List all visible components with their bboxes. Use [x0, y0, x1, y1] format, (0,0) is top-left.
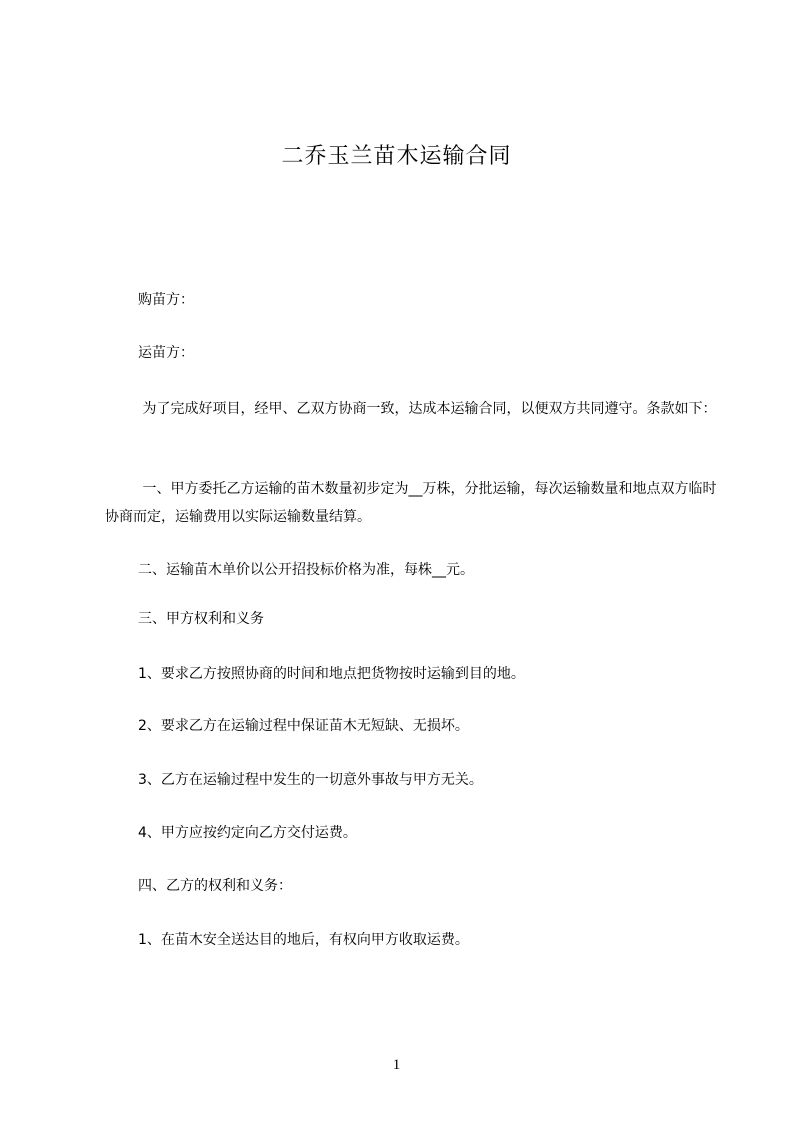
paragraph-text: 三、甲方权利和义务 — [138, 611, 264, 627]
paragraph-text: 1、要求乙方按照协商的时间和地点把货物按时运输到目的地。 — [138, 666, 525, 682]
paragraph-buyer — [105, 286, 725, 314]
paragraph-clause-3-item-1 — [105, 660, 725, 688]
paragraph-clause-4-item-1 — [105, 926, 725, 954]
paragraph-text: 1、在苗木安全送达目的地后，有权向甲方收取运费。 — [138, 932, 469, 948]
paragraph-preamble — [105, 395, 725, 423]
paragraph-text: 运苗方： — [138, 345, 194, 361]
paragraph-text: 四、乙方的权利和义务： — [138, 878, 292, 894]
page-number: 1 — [392, 1057, 401, 1073]
paragraph-carrier — [105, 339, 725, 367]
paragraph-clause-3-item-4 — [105, 819, 725, 847]
paragraph-text: 2、要求乙方在运输过程中保证苗木无短缺、无损坏。 — [138, 718, 469, 734]
paragraph-text: 二、运输苗木单价以公开招投标价格为准，每株__元。 — [138, 562, 474, 578]
paragraph-clause-3-item-2 — [105, 712, 725, 740]
paragraph-clause-3-heading — [105, 605, 725, 633]
paragraph-clause-1 — [105, 475, 725, 531]
paragraph-clause-4-heading — [105, 872, 725, 900]
paragraph-clause-3-item-3 — [105, 766, 725, 794]
paragraph-text: 4、甲方应按约定向乙方交付运费。 — [138, 825, 357, 841]
paragraph-text: 购苗方： — [138, 292, 194, 308]
paragraph-text: 为了完成好项目，经甲、乙双方协商一致，达成本运输合同，以便双方共同遵守。条款如下： — [138, 401, 717, 417]
document-title: 二乔玉兰苗木运输合同 — [281, 144, 512, 169]
paragraph-clause-2 — [105, 556, 725, 584]
paragraph-text: 一、甲方委托乙方运输的苗木数量初步定为__万株，分批运输，每次运输数量和地点双方临时协商而定，运输费用以实际运输数量结算。 — [105, 481, 717, 525]
paragraph-text: 3、乙方在运输过程中发生的一切意外事故与甲方无关。 — [138, 772, 483, 788]
